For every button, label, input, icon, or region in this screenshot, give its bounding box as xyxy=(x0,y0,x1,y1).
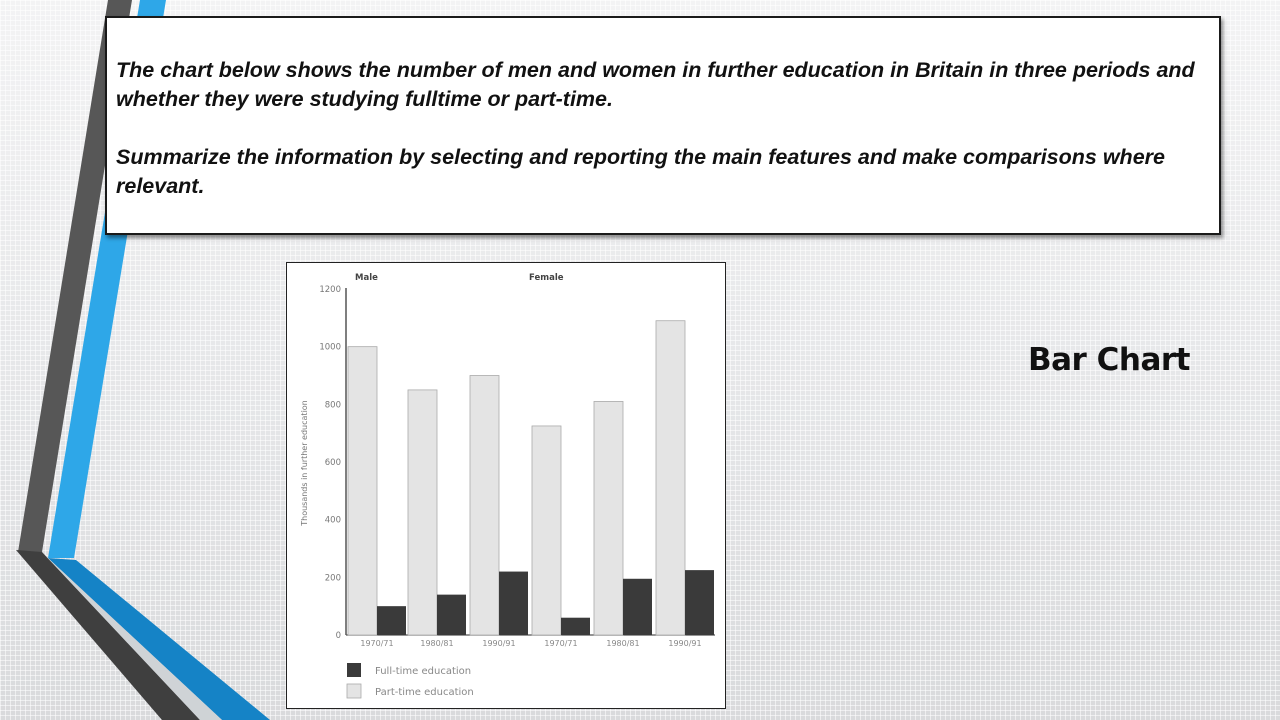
bar-full-time xyxy=(623,579,652,635)
legend-swatch-full-time xyxy=(347,663,361,677)
x-axis-ticks xyxy=(360,639,701,648)
x-tick-label: 1970/71 xyxy=(360,639,394,648)
bar-part-time xyxy=(656,321,685,635)
bar-part-time xyxy=(594,401,623,635)
gray-stripe-lower xyxy=(16,550,200,720)
x-tick-label: 1990/91 xyxy=(482,639,516,648)
y-tick-label: 0 xyxy=(335,631,341,641)
x-tick-label: 1990/91 xyxy=(668,639,702,648)
y-tick-label: 200 xyxy=(324,573,341,584)
group-label-female: Female xyxy=(529,273,564,283)
bar-full-time xyxy=(561,618,590,635)
y-tick-label: 800 xyxy=(324,400,341,411)
group-labels xyxy=(355,273,564,283)
y-tick-label: 600 xyxy=(324,458,341,468)
x-tick-label: 1970/71 xyxy=(544,639,578,648)
y-tick-label: 400 xyxy=(324,515,341,526)
bar-part-time xyxy=(532,426,561,635)
task-description: The chart below shows the number of men and women in further education in Britain in three periods and whether they were studying fulltime or part-time. xyxy=(116,58,1195,111)
legend xyxy=(347,663,474,698)
bars xyxy=(348,321,714,635)
bar-full-time xyxy=(377,606,406,635)
bar-part-time xyxy=(408,390,437,635)
legend-label-full-time: Full-time education xyxy=(375,666,472,677)
task-instruction: Summarize the information by selecting and reporting the main features and make comparisons where relevant. xyxy=(116,145,1165,198)
y-tick-label: 1200 xyxy=(319,285,341,295)
bar-full-time xyxy=(685,570,714,635)
group-label-male: Male xyxy=(355,273,378,283)
bar-part-time xyxy=(348,347,377,635)
x-tick-label: 1980/81 xyxy=(420,639,454,648)
bar-full-time xyxy=(437,595,466,635)
legend-label-part-time: Part-time education xyxy=(375,687,474,698)
x-tick-label: 1980/81 xyxy=(606,639,640,648)
task-prompt-box xyxy=(105,16,1221,235)
bar-full-time xyxy=(499,572,528,635)
y-axis-label: Thousands in further education xyxy=(300,400,309,526)
legend-swatch-part-time xyxy=(347,684,361,698)
bar-chart xyxy=(287,263,724,707)
slide-label: Bar Chart xyxy=(1028,342,1190,378)
y-tick-label: 1000 xyxy=(319,342,341,353)
chart-image-frame xyxy=(286,262,726,709)
y-axis-ticks xyxy=(319,285,341,641)
bar-part-time xyxy=(470,376,499,636)
